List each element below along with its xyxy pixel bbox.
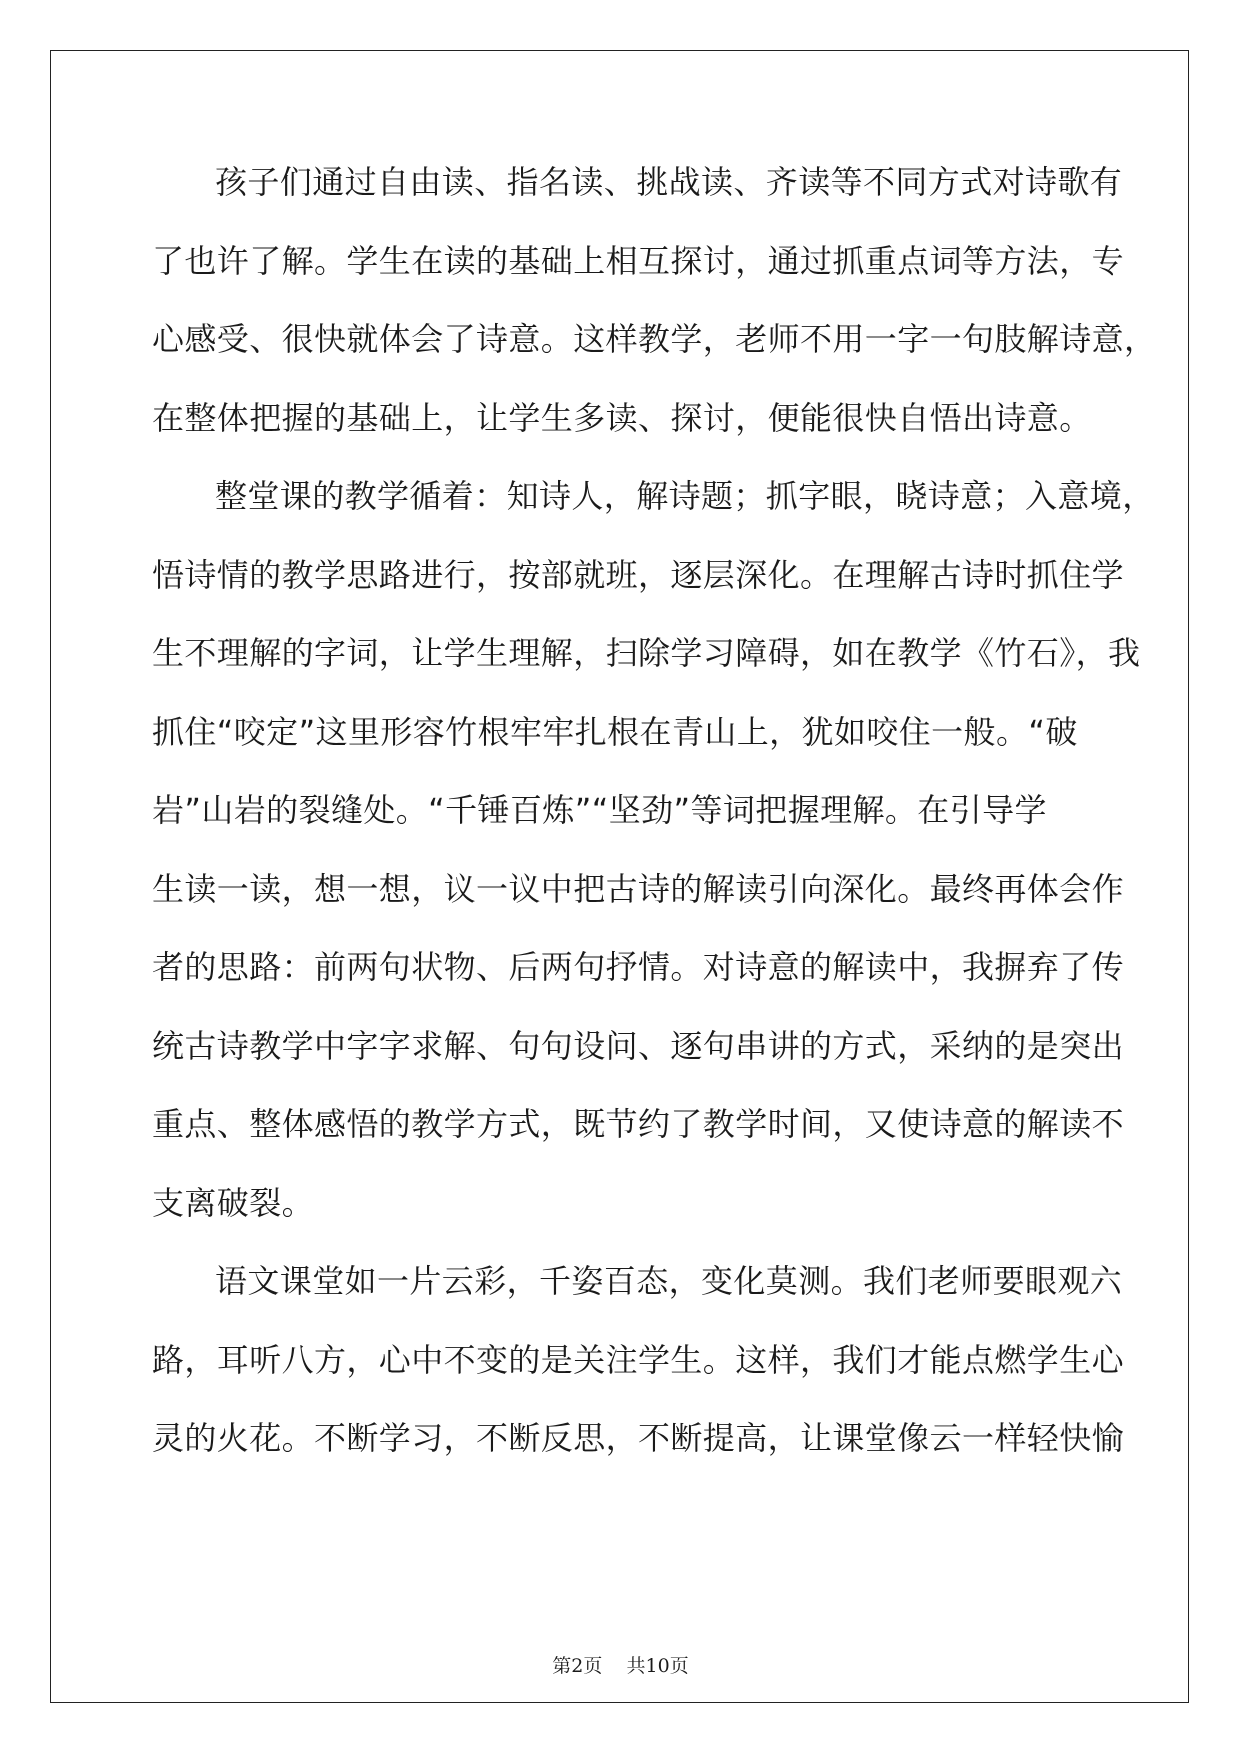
paragraph-2-line-3: 生不理解的字词，让学生理解，扫除学习障碍，如在教学《竹石》，我: [152, 634, 1141, 672]
paragraph-2-line-8: 统古诗教学中字字求解、句句设问、逐句串讲的方式，采纳的是突出: [152, 1026, 1125, 1065]
paragraph-2-line-9: 重点、整体感悟的教学方式，既节约了教学时间，又使诗意的解读不: [152, 1105, 1125, 1143]
paragraph-2-line-10: 支离破裂。: [152, 1183, 315, 1222]
page-number-footer: 第2页 共10页: [552, 1655, 689, 1677]
paragraph-2-line-5: 岩”山岩的裂缝处。“千锤百炼”“坚劲”等词把握理解。在引导学: [152, 791, 1047, 829]
paragraph-3-line-1: 语文课堂如一片云彩，千姿百态，变化莫测。我们老师要眼观六: [215, 1262, 1123, 1300]
paragraph-1-line-3: 心感受、很快就体会了诗意。这样教学，老师不用一字一句肢解诗意，: [152, 320, 1157, 358]
paragraph-1-line-4: 在整体把握的基础上，让学生多读、探讨，便能很快自悟出诗意。: [152, 398, 1092, 437]
paragraph-1-line-1: 孩子们通过自由读、指名读、挑战读、齐读等不同方式对诗歌有: [215, 163, 1123, 201]
paragraph-2-line-7: 者的思路：前两句状物、后两句抒情。对诗意的解读中，我摒弃了传: [152, 948, 1125, 986]
paragraph-2-line-6: 生读一读，想一想，议一议中把古诗的解读引向深化。最终再体会作: [152, 869, 1125, 908]
document-body: [152, 162, 1157, 1497]
paragraph-3-line-2: 路，耳听八方，心中不变的是关注学生。这样，我们才能点燃学生心: [152, 1340, 1125, 1379]
paragraph-1-line-2: 了也许了解。学生在读的基础上相互探讨，通过抓重点词等方法，专: [152, 241, 1125, 280]
paragraph-2-line-1: 整堂课的教学循着：知诗人，解诗题；抓字眼，晓诗意；入意境，: [215, 477, 1155, 515]
paragraph-3-line-3: 灵的火花。不断学习，不断反思，不断提高，让课堂像云一样轻快愉: [152, 1419, 1125, 1457]
paragraph-2-line-2: 悟诗情的教学思路进行，按部就班，逐层深化。在理解古诗时抓住学: [152, 555, 1125, 594]
paragraph-2-line-4: 抓住“咬定”这里形容竹根牢牢扎根在青山上，犹如咬住一般。“破: [152, 712, 1078, 751]
